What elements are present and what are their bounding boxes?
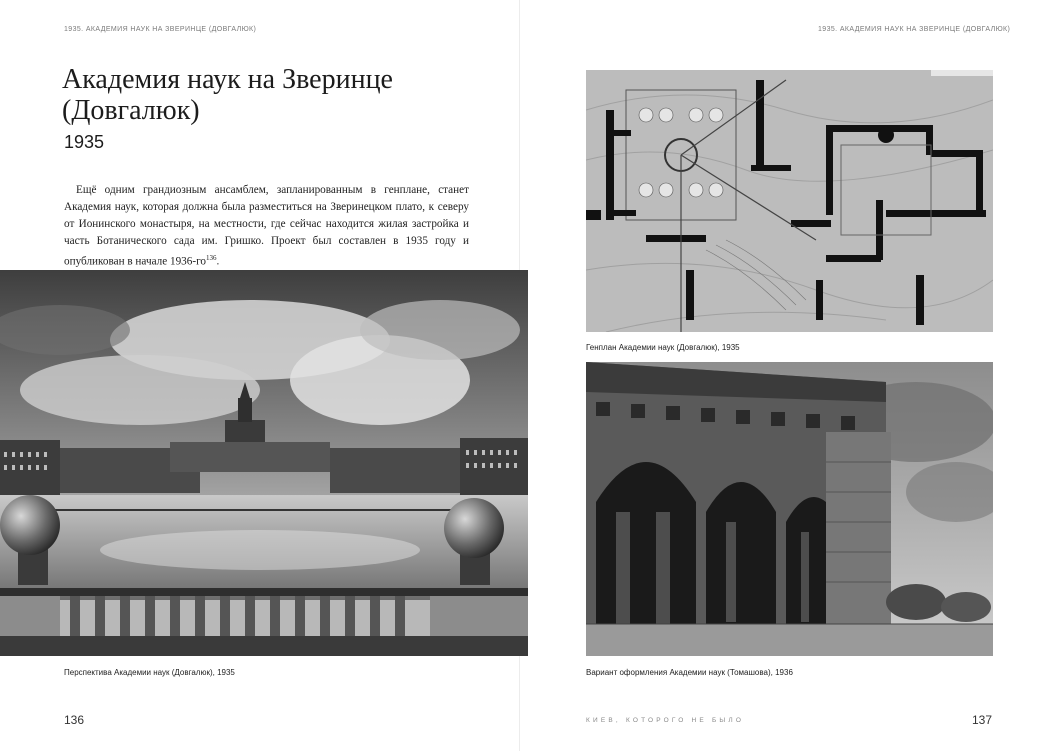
perspective-caption: Перспектива Академии наук (Довгалюк), 1935 bbox=[64, 668, 235, 677]
book-title: КИЕВ, КОТОРОГО НЕ БЫЛО bbox=[586, 717, 745, 724]
arcade-figure bbox=[586, 362, 993, 656]
arcade-caption: Вариант оформления Академии наук (Томашова), 1936 bbox=[586, 668, 793, 677]
arcade-drawing bbox=[586, 362, 993, 656]
site-plan bbox=[586, 70, 993, 332]
perspective-drawing bbox=[0, 270, 528, 656]
left-page-number: 136 bbox=[64, 713, 85, 727]
body-period: . bbox=[216, 255, 220, 268]
right-running-title: 1935. АКАДЕМИЯ НАУК НА ЗВЕРИНЦЕ (ДОВГАЛЮК) bbox=[818, 26, 1011, 33]
body-text: Ещё одним грандиозным ансамблем, запланированным в генплане, станет Академия наук, которая должна была разместиться на Зверинецком плато, к северу от Ионинского монастыря, на местности, где сейчас находится жилая застройка и часть Ботанического сада им. Гришко. Проект был составлен в 1935 году и опубликован в начале 1936-го bbox=[64, 184, 469, 268]
article-year: 1935 bbox=[64, 132, 105, 152]
right-page-number: 137 bbox=[972, 713, 993, 727]
perspective-figure bbox=[0, 270, 528, 656]
article-body bbox=[64, 182, 469, 271]
left-running-title: 1935. АКАДЕМИЯ НАУК НА ЗВЕРИНЦЕ (ДОВГАЛЮК) bbox=[64, 26, 257, 33]
article-title: Академия наук на Зверинце (Довгалюк) bbox=[62, 64, 393, 126]
plan-caption: Генплан Академии наук (Довгалюк), 1935 bbox=[586, 343, 740, 352]
footnote-ref: 136 bbox=[205, 254, 217, 262]
plan-figure bbox=[586, 70, 993, 332]
